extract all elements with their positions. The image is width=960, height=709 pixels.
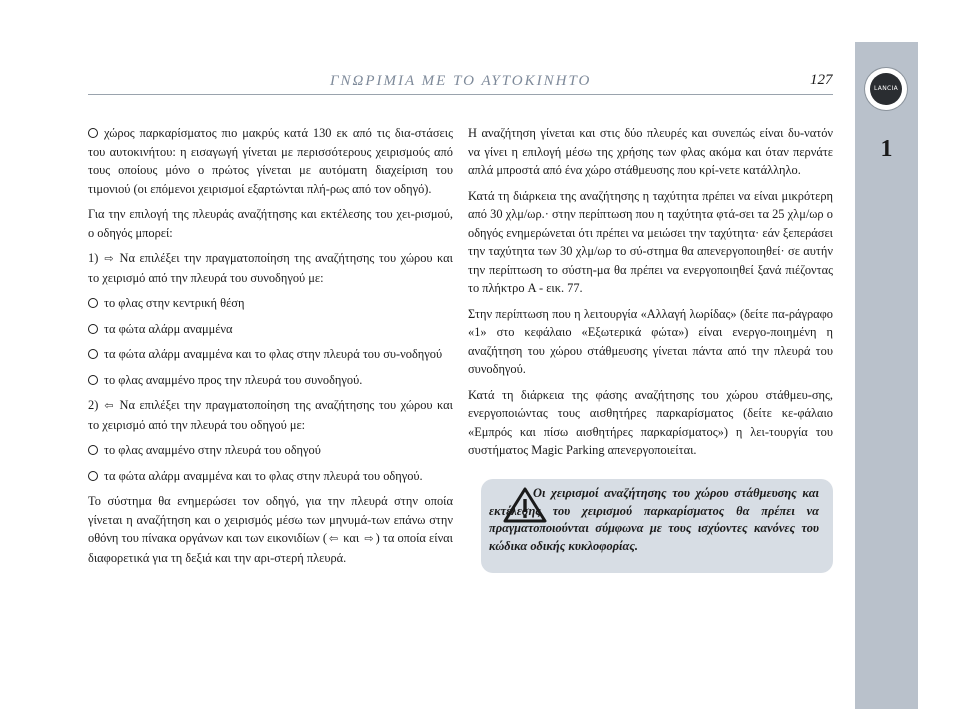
list-item: τα φώτα αλάρμ αναμμένα (88, 320, 453, 339)
list-item: το φλας αναμμένο στην πλευρά του οδηγού (88, 441, 453, 460)
warning-box (481, 479, 833, 573)
page-number: 127 (810, 72, 833, 88)
running-header-title: ΓΝΩΡΙΜΙΑ ΜΕ ΤΟ ΑΥΤΟΚΙΝΗΤΟ (330, 73, 592, 89)
bullet-icon (88, 445, 98, 455)
bullet-icon (88, 128, 98, 138)
list-item: τα φώτα αλάρμ αναμμένα και το φλας στην πλευρά του συ-νοδηγού (88, 345, 453, 364)
arrow-right-icon: ⇨ (364, 532, 374, 545)
bullet-icon (88, 375, 98, 385)
lancia-logo (865, 68, 907, 110)
header-divider (88, 94, 833, 95)
arrow-right-icon: ⇨ (104, 252, 114, 265)
right-column (468, 124, 833, 467)
logo-text: LANCIA (870, 73, 902, 105)
paragraph: Το σύστημα θα ενημερώσει τον οδηγό, για την πλευρά στην οποία γίνεται η αναζήτηση και ο χειρισμός μέσω των μηνυμά-των επάνω στην οθόνη του πίνακα οργάνων και των εικονιδίων ( ⇦ και ⇨ ) τα οποία είναι διαφορετικά για τη δεξιά και την αρι-στερή πλευρά. (88, 494, 453, 565)
bullet-icon (88, 324, 98, 334)
paragraph: Για την επιλογή της πλευράς αναζήτησης και εκτέλεσης του χει-ρισμού, ο οδηγός μπορεί: (88, 207, 453, 240)
paragraph: 1) ⇨ Να επιλέξει την πραγματοποίηση της αναζήτησης του χώρου και το χειρισμό από την πλευρά του συνοδηγού με: (88, 251, 453, 285)
chapter-number: 1 (880, 136, 893, 162)
paragraph: Κατά τη διάρκεια της φάσης αναζήτησης του χώρου στάθμευ-σης, ενεργοποιώντας τους αισθητήρες παρκαρίσματος (δείτε κε-φάλαιο «Εμπρός και πίσω αισθητήρες παρκαρίσματος») η λει-τουργία του συστήματος Magic Parking απενεργοποιείται. (468, 387, 833, 457)
bullet-icon (88, 298, 98, 308)
paragraph: 2) ⇦ Να επιλέξει την πραγματοποίηση της αναζήτησης του χώρου και το χειρισμό από την πλευρά του οδηγού με: (88, 398, 453, 432)
arrow-left-icon: ⇦ (104, 399, 114, 412)
paragraph: χώρος παρκαρίσματος πιο μακρύς κατά 130 εκ από τις δια-στάσεις του αυτοκινήτου: η εισαγωγή γίνεται με περισσότερους χειρισμούς από τους οποίους μόνο ο πρώτος γίνεται με αυτόματη διαχείριση του τιμονιού (οι επόμενοι χειρισμοί εξαρτώνται πλή-ρως από τον οδηγό). (88, 126, 453, 196)
paragraph: Στην περίπτωση που η λειτουργία «Αλλαγή λωρίδας» (δείτε πα-ράγραφο «1» στο κεφάλαιο «Εξωτερικά φώτα») είναι ενεργο-ποιημένη η αναζήτηση του χώρου στάθμευσης γίνεται πάντα από την πλευρά του συνοδηγού. (468, 306, 833, 376)
paragraph: Η αναζήτηση γίνεται και στις δύο πλευρές και συνεπώς είναι δυ-νατόν να γίνει η επιλογή μέσω της χρήσης των φλας ακόμα και όταν περνάτε απλά μπροστά από ένα χώρο στάθμευσης που κρί-νετε κατάλληλο. (468, 126, 833, 177)
bullet-icon (88, 471, 98, 481)
arrow-left-icon: ⇦ (328, 532, 339, 545)
warning-text: Οι χειρισμοί αναζήτησης του χώρου στάθμευσης και εκτέλεσης του χειρισμού παρκαρίσματος θα πρέπει να πραγματοποιούνται σύμφωνα με τους ισχύοντες κανόνες του κώδικα οδικής κυκλοφορίας. (489, 486, 819, 553)
list-item: το φλας αναμμένο προς την πλευρά του συνοδηγού. (88, 371, 453, 390)
bullet-icon (88, 349, 98, 359)
list-item: τα φώτα αλάρμ αναμμένα και το φλας στην πλευρά του οδηγού. (88, 467, 453, 486)
left-column (88, 124, 453, 574)
paragraph: Κατά τη διάρκεια της αναζήτησης η ταχύτητα πρέπει να είναι μικρότερη από 30 χλμ/ωρ.· στην περίπτωση που η ταχύτητα φτά-σει τα 25 χλμ/ωρ ο οδηγός ενημερώνεται ότι πρέπει να μειώσει την ταχύτητα· εάν ξεπεράσει την ταχύτητα των 30 χλμ/ωρ το σύ-στημα θα απενεργοποιηθεί· σε αυτήν την περίπτωση το σύστη-μα θα πρέπει να ενεργοποιηθεί ξανά πιέζοντας το πλήκτρο A - εικ. 77. (468, 188, 833, 295)
list-item: το φλας στην κεντρική θέση (88, 294, 453, 313)
